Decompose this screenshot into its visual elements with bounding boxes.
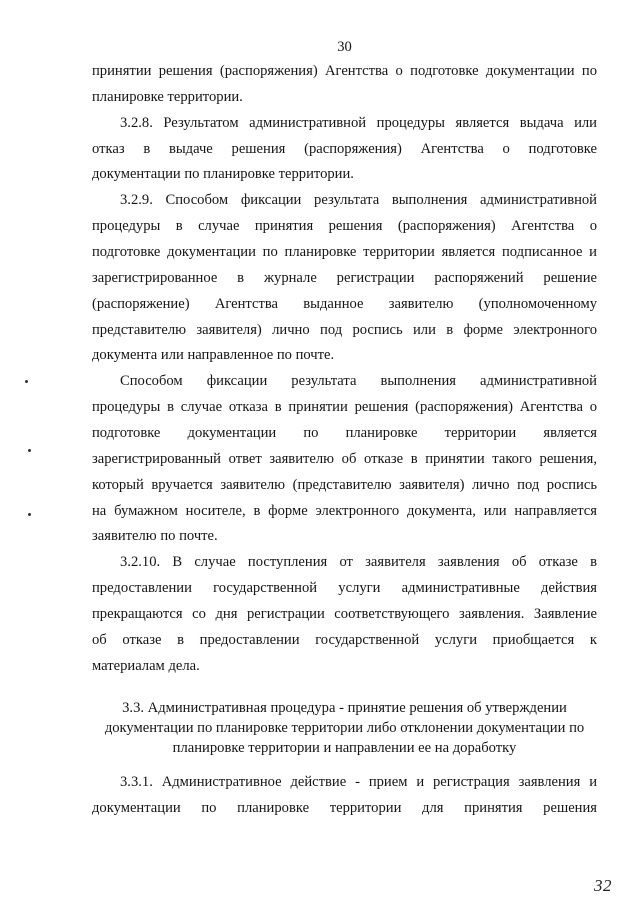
- document-body: [92, 59, 597, 680]
- section-heading-3-3: [92, 698, 597, 758]
- text-line: который вручается заявителю (представителю заявителя) лично под роспись: [92, 476, 597, 493]
- text-line: 3.2.10. В случае поступления от заявителя заявления об отказе в: [120, 554, 597, 571]
- text-line: документации по планировке территории.: [92, 166, 354, 183]
- text-line: 3.2.8. Результатом административной процедуры является выдача или: [120, 114, 597, 131]
- text-line: принятии решения (распоряжения) Агентства о подготовке документации по: [92, 63, 597, 79]
- paragraph-refusal-fixation: [92, 369, 597, 550]
- text-line: документа или направленное по почте.: [92, 347, 335, 364]
- text-line: предоставлении государственной услуги административные действия: [92, 580, 597, 597]
- text-line: 3.3.1. Административное действие - прием и регистрация заявления и: [120, 774, 597, 790]
- paragraph-3-2-9: [92, 188, 597, 369]
- text-line: прекращаются со дня регистрации соответствующего заявления. Заявление: [92, 606, 597, 623]
- text-line: материалам дела.: [92, 657, 200, 674]
- text-line: зарегистрированное в журнале регистрации распоряжений решение: [92, 269, 597, 286]
- heading-line: планировке территории и направлении ее на доработку: [172, 740, 517, 756]
- scan-speck: [28, 513, 31, 516]
- paragraph-3-2-10: [92, 550, 597, 679]
- text-line: подготовке документации по планировке территории является подписанное и: [92, 244, 597, 261]
- paragraph-3-2-8: [92, 111, 597, 189]
- text-line: Способом фиксации результата выполнения административной: [120, 373, 597, 390]
- text-line: подготовке документации по планировке территории является: [92, 425, 597, 442]
- text-line: 3.2.9. Способом фиксации результата выполнения административной: [120, 192, 597, 209]
- paragraph-continuation: [92, 59, 597, 111]
- text-line: заявителю по почте.: [92, 528, 218, 545]
- heading-line: 3.3. Административная процедура - принятие решения об утверждении: [122, 700, 567, 716]
- text-line: процедуры в случае принятия решения (распоряжения) Агентства о: [92, 218, 597, 235]
- text-line: планировке территории.: [92, 88, 243, 105]
- text-line: процедуры в случае отказа в принятии решения (распоряжения) Агентства о: [92, 399, 597, 416]
- text-line: зарегистрированный ответ заявителю об отказе в принятии такого решения,: [92, 450, 597, 467]
- paragraph-3-3-1: [92, 770, 597, 821]
- text-line: об отказе в предоставлении государственной услуги приобщается к: [92, 631, 597, 648]
- text-line: (распоряжение) Агентства выданное заявителю (уполномоченному: [92, 295, 597, 312]
- heading-line: документации по планировке территории либо отклонении документации по: [104, 720, 585, 736]
- page-number: 30: [337, 39, 352, 55]
- text-line: документации по планировке территории для принятия решения: [92, 799, 597, 816]
- scan-speck: [25, 380, 28, 383]
- scan-speck: [28, 449, 31, 452]
- handwritten-page-number: 32: [594, 876, 612, 895]
- text-line: представителю заявителя) лично под роспись или в форме электронного: [92, 321, 597, 338]
- text-line: на бумажном носителе, в форме электронного документа, или направляется: [92, 502, 597, 519]
- text-line: отказ в выдаче решения (распоряжения) Агентства о подготовке: [92, 140, 597, 157]
